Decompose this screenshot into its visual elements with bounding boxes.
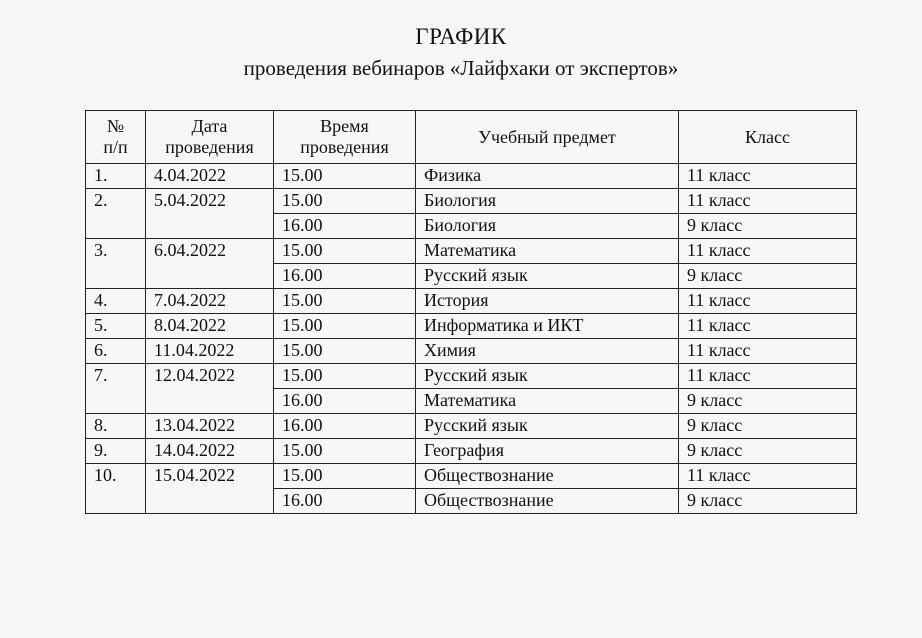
time-cell: 15.00 [274, 189, 416, 214]
time-cell: 16.00 [274, 264, 416, 289]
time-cell: 16.00 [274, 389, 416, 414]
table-header [86, 111, 857, 164]
date-cell: 15.04.2022 [146, 464, 274, 514]
table-row [86, 289, 857, 314]
time-cell: 15.00 [274, 289, 416, 314]
table-row [86, 164, 857, 189]
grade-cell: 11 класс [679, 289, 857, 314]
table-row [86, 414, 857, 439]
row-number-cell: 10. [86, 464, 146, 514]
time-cell: 15.00 [274, 364, 416, 389]
subject-cell: Биология [416, 214, 679, 239]
grade-cell: 11 класс [679, 164, 857, 189]
date-cell: 6.04.2022 [146, 239, 274, 289]
grade-cell: 9 класс [679, 439, 857, 464]
date-cell: 8.04.2022 [146, 314, 274, 339]
document-subtitle: проведения вебинаров «Лайфхаки от экспертов» [243, 56, 679, 80]
subject-cell: Обществознание [416, 464, 679, 489]
header-time-line1: Время [320, 116, 369, 136]
header-date [146, 111, 274, 164]
date-cell: 4.04.2022 [146, 164, 274, 189]
subject-cell: Физика [416, 164, 679, 189]
header-date-line2: проведения [165, 137, 254, 157]
subject-cell: Химия [416, 339, 679, 364]
header-subject: Учебный предмет [416, 111, 679, 164]
subject-cell: Русский язык [416, 364, 679, 389]
grade-cell: 11 класс [679, 239, 857, 264]
subject-cell: Биология [416, 189, 679, 214]
table-row [86, 339, 857, 364]
header-row [86, 111, 857, 164]
table-body [86, 164, 857, 514]
time-cell: 16.00 [274, 489, 416, 514]
date-cell: 14.04.2022 [146, 439, 274, 464]
grade-cell: 9 класс [679, 414, 857, 439]
grade-cell: 11 класс [679, 364, 857, 389]
subject-cell: География [416, 439, 679, 464]
row-number-cell: 6. [86, 339, 146, 364]
table-row [86, 364, 857, 389]
grade-cell: 11 класс [679, 189, 857, 214]
row-number-cell: 3. [86, 239, 146, 289]
subject-cell: Обществознание [416, 489, 679, 514]
grade-cell: 11 класс [679, 339, 857, 364]
document-title: ГРАФИК [415, 24, 507, 49]
time-cell: 15.00 [274, 164, 416, 189]
subject-cell: Информатика и ИКТ [416, 314, 679, 339]
grade-cell: 9 класс [679, 214, 857, 239]
subject-cell: Математика [416, 389, 679, 414]
grade-cell: 11 класс [679, 314, 857, 339]
grade-cell: 9 класс [679, 389, 857, 414]
subject-cell: Русский язык [416, 264, 679, 289]
row-number-cell: 1. [86, 164, 146, 189]
row-number-cell: 8. [86, 414, 146, 439]
header-grade: Класс [679, 111, 857, 164]
header-number [86, 111, 146, 164]
row-number-cell: 2. [86, 189, 146, 239]
subject-cell: История [416, 289, 679, 314]
row-number-cell: 9. [86, 439, 146, 464]
table-row [86, 239, 857, 264]
date-cell: 13.04.2022 [146, 414, 274, 439]
table-row [86, 464, 857, 489]
grade-cell: 9 класс [679, 489, 857, 514]
time-cell: 15.00 [274, 464, 416, 489]
table-row [86, 439, 857, 464]
row-number-cell: 4. [86, 289, 146, 314]
subject-cell: Русский язык [416, 414, 679, 439]
table-row [86, 189, 857, 214]
time-cell: 16.00 [274, 214, 416, 239]
date-cell: 5.04.2022 [146, 189, 274, 239]
time-cell: 15.00 [274, 314, 416, 339]
header-time-line2: проведения [300, 137, 389, 157]
time-cell: 15.00 [274, 439, 416, 464]
header-number-line2: п/п [103, 137, 128, 157]
date-cell: 11.04.2022 [146, 339, 274, 364]
subject-cell: Математика [416, 239, 679, 264]
grade-cell: 9 класс [679, 264, 857, 289]
schedule-table [85, 110, 857, 514]
row-number-cell: 7. [86, 364, 146, 414]
table-row [86, 314, 857, 339]
grade-cell: 11 класс [679, 464, 857, 489]
header-time [274, 111, 416, 164]
header-number-line1: № [106, 116, 125, 136]
time-cell: 16.00 [274, 414, 416, 439]
date-cell: 7.04.2022 [146, 289, 274, 314]
date-cell: 12.04.2022 [146, 364, 274, 414]
header-date-line1: Дата [191, 116, 228, 136]
row-number-cell: 5. [86, 314, 146, 339]
time-cell: 15.00 [274, 239, 416, 264]
time-cell: 15.00 [274, 339, 416, 364]
